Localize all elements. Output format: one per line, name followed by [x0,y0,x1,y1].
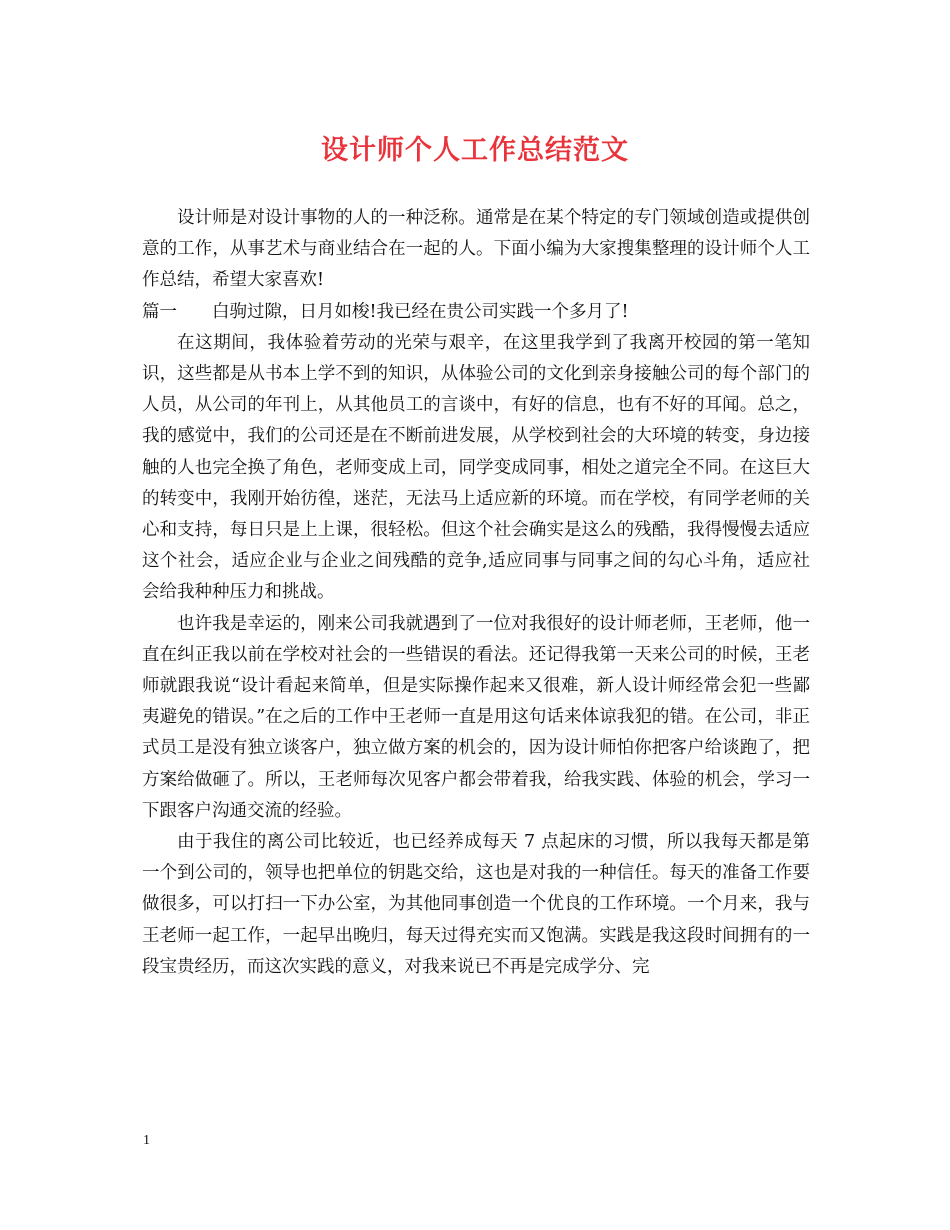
body-paragraph: 在这期间，我体验着劳动的光荣与艰辛，在这里我学到了我离开校园的第一笔知识，这些都是从书本上学不到的知识，从体验公司的文化到亲身接触公司的每个部门的人员，从公司的年刊上，从其他员工的言谈中，有好的信息，也有不好的耳闻。总之，我的感觉中，我们的公司还是在不断前进发展，从学校到社会的大环境的转变，身边接触的人也完全换了角色，老师变成上司，同学变成同事，相处之道完全不同。在这巨大的转变中，我刚开始彷徨，迷茫，无法马上适应新的环境。而在学校，有同学老师的关心和支持，每日只是上上课，很轻松。但这个社会确实是这么的残酷，我得慢慢去适应这个社会，适应企业与企业之间残酷的竞争,适应同事与同事之间的勾心斗角，适应社会给我种种压力和挑战。 [142,332,810,603]
section-label: 篇一 [142,301,177,322]
body-paragraph: 也许我是幸运的，刚来公司我就遇到了一位对我很好的设计师老师，王老师，他一直在纠正我以前在学校对社会的一些错误的看法。还记得我第一天来公司的时候，王老师就跟我说“设计看起来简单，但是实际操作起来又很难，新人设计师经常会犯一些鄙夷避免的错误。”在之后的工作中王老师一直是用这句话来体谅我犯的错。在公司，非正式员工是没有独立谈客户，独立做方案的机会的，因为设计师怕你把客户给谈跑了，把方案给做砸了。所以，王老师每次见客户都会带着我，给我实践、体验的机会，学习一下跟客户沟通交流的经验。 [142,613,810,821]
document-title: 设计师个人工作总结范文 [321,135,629,166]
document-body [142,203,810,983]
section-opening-text: 白驹过隙，日月如梭!我已经在贵公司实践一个多月了! [212,301,629,322]
intro-paragraph: 设计师是对设计事物的人的一种泛称。通常是在某个特定的专门领域创造或提供创意的工作，从事艺术与商业结合在一起的人。下面小编为大家搜集整理的设计师个人工作总结，希望大家喜欢! [142,208,810,291]
body-paragraph: 由于我住的离公司比较近，也已经养成每天 7 点起床的习惯，所以我每天都是第一个到公司的，领导也把单位的钥匙交给，这也是对我的一种信任。每天的准备工作要做很多，可以打扫一下办公室，为其他同事创造一个优良的工作环境。一个月来，我与王老师一起工作，一起早出晚归，每天过得充实而又饱满。实践是我这段时间拥有的一段宝贵经历，而这次实践的意义，对我来说已不再是完成学分、完 [142,832,810,977]
page-number: 1 [143,1133,150,1148]
section-heading-line [142,297,810,328]
